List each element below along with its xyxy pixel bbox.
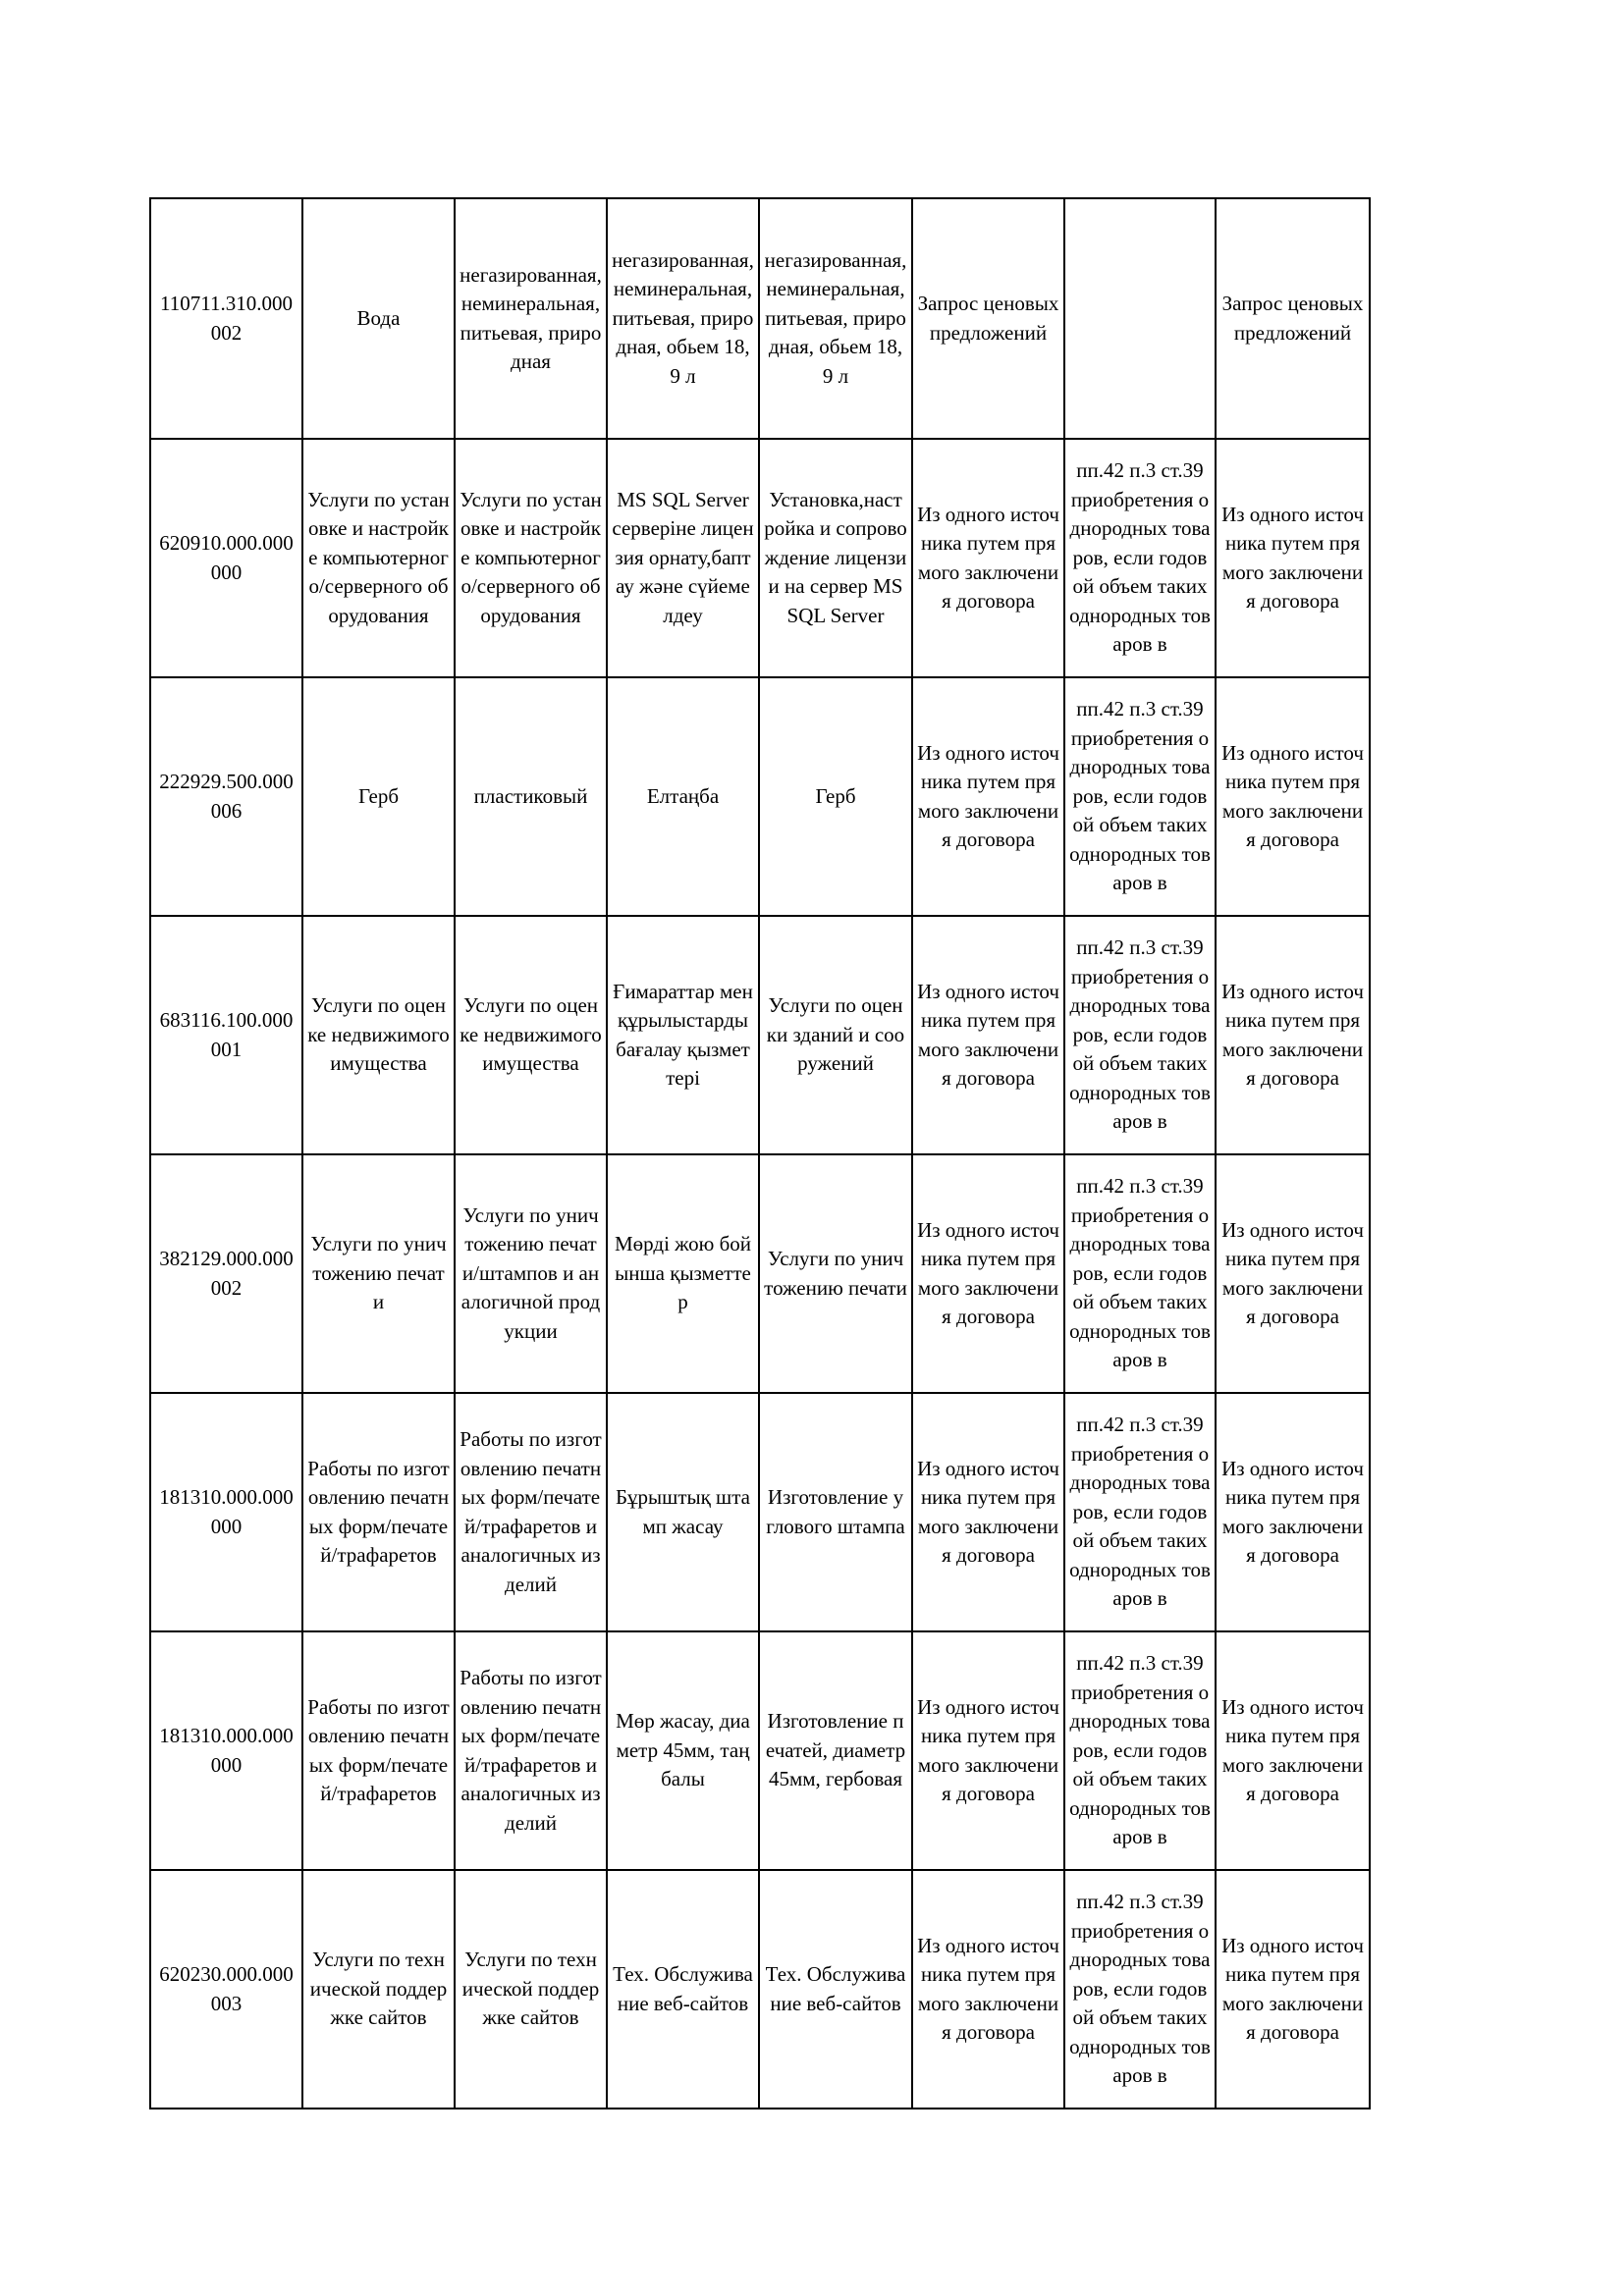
cell-short-kz: Мөрді жою бойынша қызметтер bbox=[607, 1154, 759, 1393]
cell-code: 222929.500.000006 bbox=[150, 677, 302, 916]
cell-characteristic: Услуги по оценке недвижимого имущества bbox=[455, 916, 607, 1154]
cell-basis: пп.42 п.3 ст.39 приобретения однородных товаров, если годовой объем таких однородных товаров в bbox=[1064, 1154, 1216, 1393]
cell-short-ru: Герб bbox=[759, 677, 912, 916]
cell-name: Услуги по установке и настройке компьютерного/серверного оборудования bbox=[302, 439, 455, 677]
cell-short-kz: Бұрыштық штамп жасау bbox=[607, 1393, 759, 1631]
cell-characteristic: негазированная, неминеральная, питьевая, природная bbox=[455, 198, 607, 439]
cell-name: Услуги по уничтожению печати bbox=[302, 1154, 455, 1393]
cell-method: Из одного источника путем прямого заключения договора bbox=[912, 1154, 1064, 1393]
cell-characteristic: Работы по изготовлению печатных форм/печатей/трафаретов и аналогичных изделий bbox=[455, 1393, 607, 1631]
cell-short-kz: Ғимараттар мен құрылыстарды бағалау қызметтері bbox=[607, 916, 759, 1154]
cell-method: Из одного источника путем прямого заключения договора bbox=[912, 1870, 1064, 2109]
cell-basis: пп.42 п.3 ст.39 приобретения однородных товаров, если годовой объем таких однородных товаров в bbox=[1064, 1393, 1216, 1631]
cell-short-ru: Услуги по оценки зданий и сооружений bbox=[759, 916, 912, 1154]
cell-code: 181310.000.000000 bbox=[150, 1631, 302, 1870]
cell-code: 683116.100.000001 bbox=[150, 916, 302, 1154]
cell-short-kz: MS SQL Server серверіне лицензия орнату,баптау және сүйемелдеу bbox=[607, 439, 759, 677]
cell-method-2: Из одного источника путем прямого заключения договора bbox=[1216, 1393, 1370, 1631]
cell-basis: пп.42 п.3 ст.39 приобретения однородных товаров, если годовой объем таких однородных товаров в bbox=[1064, 677, 1216, 916]
cell-code: 181310.000.000000 bbox=[150, 1393, 302, 1631]
cell-name: Работы по изготовлению печатных форм/печатей/трафаретов bbox=[302, 1631, 455, 1870]
cell-characteristic: пластиковый bbox=[455, 677, 607, 916]
cell-method: Из одного источника путем прямого заключения договора bbox=[912, 1631, 1064, 1870]
cell-name: Герб bbox=[302, 677, 455, 916]
cell-short-ru: Установка,настройка и сопровождение лицензии на сервер MS SQL Server bbox=[759, 439, 912, 677]
cell-short-kz: Мөр жасау, диаметр 45мм, таңбалы bbox=[607, 1631, 759, 1870]
cell-code: 620230.000.000003 bbox=[150, 1870, 302, 2109]
cell-short-kz: негазированная, неминеральная, питьевая, природная, обьем 18,9 л bbox=[607, 198, 759, 439]
cell-characteristic: Работы по изготовлению печатных форм/печатей/трафаретов и аналогичных изделий bbox=[455, 1631, 607, 1870]
cell-basis: пп.42 п.3 ст.39 приобретения однородных товаров, если годовой объем таких однородных товаров в bbox=[1064, 1870, 1216, 2109]
cell-method: Из одного источника путем прямого заключения договора bbox=[912, 677, 1064, 916]
cell-method-2: Из одного источника путем прямого заключения договора bbox=[1216, 1154, 1370, 1393]
cell-name: Работы по изготовлению печатных форм/печатей/трафаретов bbox=[302, 1393, 455, 1631]
cell-basis bbox=[1064, 198, 1216, 439]
cell-method: Из одного источника путем прямого заключения договора bbox=[912, 439, 1064, 677]
cell-method-2: Из одного источника путем прямого заключения договора bbox=[1216, 677, 1370, 916]
cell-short-ru: негазированная, неминеральная, питьевая, природная, обьем 18,9 л bbox=[759, 198, 912, 439]
table-row bbox=[150, 677, 1370, 916]
cell-short-kz: Елтаңба bbox=[607, 677, 759, 916]
cell-short-ru: Услуги по уничтожению печати bbox=[759, 1154, 912, 1393]
table-row bbox=[150, 916, 1370, 1154]
cell-name: Услуги по оценке недвижимого имущества bbox=[302, 916, 455, 1154]
cell-short-ru: Тех. Обслуживание веб-сайтов bbox=[759, 1870, 912, 2109]
cell-short-ru: Изготовление углового штампа bbox=[759, 1393, 912, 1631]
cell-method-2: Из одного источника путем прямого заключения договора bbox=[1216, 1870, 1370, 2109]
cell-short-ru: Изготовление печатей, диаметр 45мм, гербовая bbox=[759, 1631, 912, 1870]
table-row bbox=[150, 198, 1370, 439]
cell-basis: пп.42 п.3 ст.39 приобретения однородных товаров, если годовой объем таких однородных товаров в bbox=[1064, 916, 1216, 1154]
cell-characteristic: Услуги по уничтожению печати/штампов и аналогичной продукции bbox=[455, 1154, 607, 1393]
cell-characteristic: Услуги по установке и настройке компьютерного/серверного оборудования bbox=[455, 439, 607, 677]
table-row bbox=[150, 1870, 1370, 2109]
procurement-table bbox=[149, 197, 1371, 2109]
cell-code: 382129.000.000002 bbox=[150, 1154, 302, 1393]
table-row bbox=[150, 1631, 1370, 1870]
cell-method-2: Запрос ценовых предложений bbox=[1216, 198, 1370, 439]
cell-method: Из одного источника путем прямого заключения договора bbox=[912, 1393, 1064, 1631]
cell-basis: пп.42 п.3 ст.39 приобретения однородных товаров, если годовой объем таких однородных товаров в bbox=[1064, 1631, 1216, 1870]
table-row bbox=[150, 1393, 1370, 1631]
cell-short-kz: Тех. Обслуживание веб-сайтов bbox=[607, 1870, 759, 2109]
cell-name: Вода bbox=[302, 198, 455, 439]
cell-method: Запрос ценовых предложений bbox=[912, 198, 1064, 439]
cell-method-2: Из одного источника путем прямого заключения договора bbox=[1216, 1631, 1370, 1870]
cell-method-2: Из одного источника путем прямого заключения договора bbox=[1216, 916, 1370, 1154]
cell-code: 620910.000.000000 bbox=[150, 439, 302, 677]
cell-name: Услуги по технической поддержке сайтов bbox=[302, 1870, 455, 2109]
cell-code: 110711.310.000002 bbox=[150, 198, 302, 439]
table-row bbox=[150, 439, 1370, 677]
cell-method: Из одного источника путем прямого заключения договора bbox=[912, 916, 1064, 1154]
table-row bbox=[150, 1154, 1370, 1393]
cell-basis: пп.42 п.3 ст.39 приобретения однородных товаров, если годовой объем таких однородных товаров в bbox=[1064, 439, 1216, 677]
cell-method-2: Из одного источника путем прямого заключения договора bbox=[1216, 439, 1370, 677]
cell-characteristic: Услуги по технической поддержке сайтов bbox=[455, 1870, 607, 2109]
